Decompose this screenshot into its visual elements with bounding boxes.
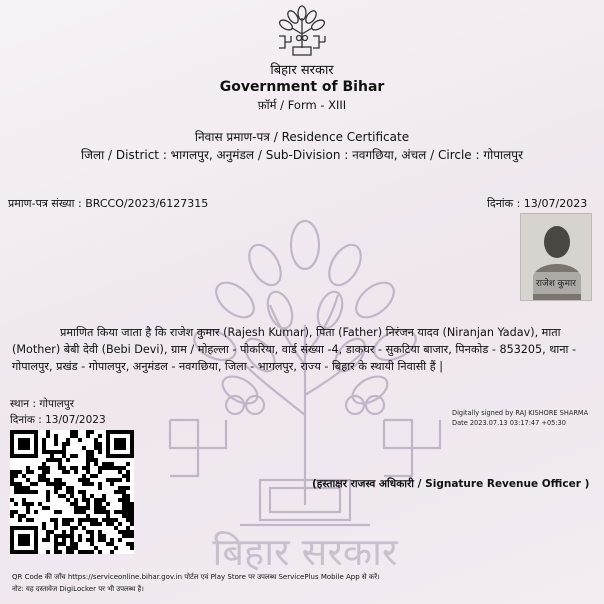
certificate-statement: प्रमाणित किया जाता है कि राजेश कुमार (Rajesh Kumar), पिता (Father) निरंजन यादव (Niranjan Yadav), माता (Mother) बेबी देवी (Bebi Devi), ग्राम / मोहल्ला - पोकरिया, वार्ड संख्या -4, डाकघर - सुकटिया बाजार, पिनकोड - 853205, थाना - गोपालपुर, प्रखंड - गोपालपुर, अनुमंडल - नवगछिया, जिला - भागलपुर, राज्य - बिहार के स्थायी निवासी हैं | [12, 326, 577, 373]
issue-date: दिनांक : 13/07/2023 [10, 414, 106, 426]
certificate-date: दिनांक : 13/07/2023 [487, 197, 588, 210]
digital-signature-date: Date 2023.07.13 03:17:47 +05:30 [452, 419, 566, 427]
signatory-label: (हस्ताक्षर राजस्व अधिकारी / Signature Revenue Officer ) [312, 478, 590, 490]
certificate-title: निवास प्रमाण-पत्र / Residence Certificate [194, 130, 410, 144]
applicant-portrait [521, 214, 591, 300]
watermark-text: बिहार सरकार [212, 530, 398, 574]
qr-code-icon [10, 430, 134, 554]
issue-place: स्थान : गोपालपुर [10, 398, 75, 410]
form-number: फ़ॉर्म / Form - XIII [257, 98, 347, 112]
certificate-number: प्रमाण-पत्र संख्या : BRCCO/2023/6127315 [8, 197, 209, 210]
state-name-hindi: बिहार सरकार [270, 63, 334, 78]
bihar-emblem-watermark [160, 205, 450, 590]
state-name-english: Government of Bihar [219, 79, 385, 95]
certificate-body [12, 324, 594, 375]
bihar-emblem-icon [276, 4, 328, 58]
jurisdiction-line: जिला / District : भागलपुर, अनुमंडल / Sub-Division : नवगछिया, अंचल / Circle : गोपालपुर [80, 148, 524, 162]
photo-signature: राजेश कुमार [536, 279, 576, 289]
applicant-photo [520, 213, 592, 301]
footer-digilocker-note: नोट: यह दस्तावेज DigiLocker पर भी उपलब्ध है। [12, 585, 144, 593]
footer-qr-note: QR Code की जाँच https://serviceonline.bihar.gov.in पोर्टल एवं Play Store पर उपलब्ध ServicePlus Mobile App से करें। [12, 573, 380, 581]
digital-signature-name: Digitally signed by RAJ KISHORE SHARMA [452, 409, 589, 417]
